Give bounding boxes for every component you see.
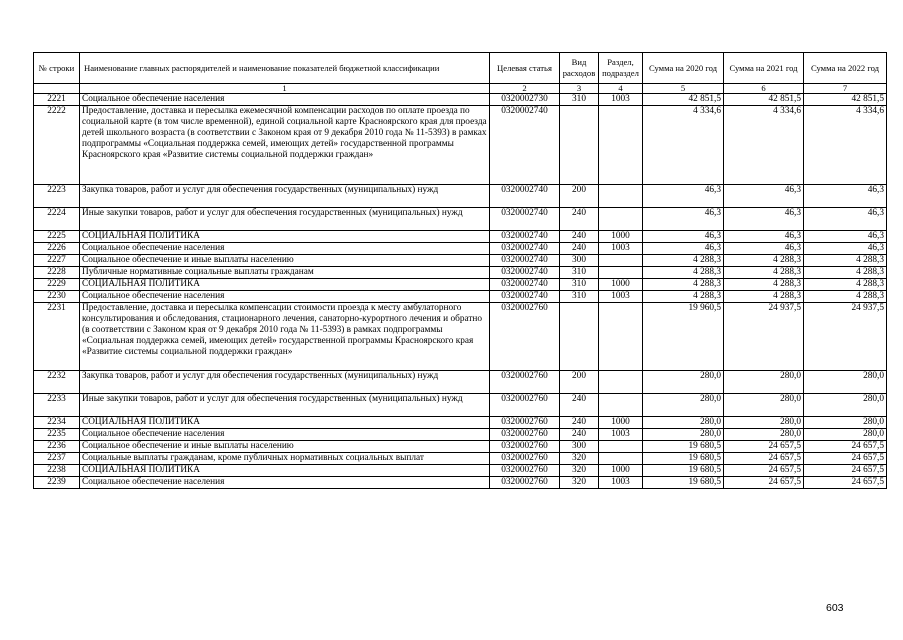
row-number: 2233 bbox=[34, 394, 80, 417]
row-sum-2022: 46,3 bbox=[804, 231, 887, 243]
header-razd: Раздел, подраздел bbox=[599, 53, 643, 84]
row-sum-2022: 46,3 bbox=[804, 185, 887, 208]
row-target-code: 0320002740 bbox=[490, 106, 560, 185]
row-sum-2020: 280,0 bbox=[643, 371, 724, 394]
row-sum-2020: 46,3 bbox=[643, 243, 724, 255]
row-target-code: 0320002760 bbox=[490, 417, 560, 429]
row-sum-2021: 280,0 bbox=[724, 394, 804, 417]
row-expense-type: 310 bbox=[560, 279, 599, 291]
row-target-code: 0320002760 bbox=[490, 303, 560, 371]
row-section: 1003 bbox=[599, 477, 643, 489]
row-sum-2022: 280,0 bbox=[804, 371, 887, 394]
row-sum-2021: 46,3 bbox=[724, 185, 804, 208]
row-name: Предоставление, доставка и пересылка ежемесячной компенсации расходов по оплате проезда по социальной карте (в том числе временной), единой социальной карте Красноярского края для проезда детей школьного возраста (в соответствии с Законом края от 9 декабря 2010 года № 11-5393) в рамках подпрограммы «Социальная поддержка семей, имеющих детей» государственной программы Красноярского края «Развитие системы социальной поддержки граждан» bbox=[80, 106, 490, 185]
column-number: 1 bbox=[80, 84, 490, 94]
row-sum-2022: 46,3 bbox=[804, 243, 887, 255]
table-row bbox=[34, 465, 887, 477]
row-target-code: 0320002740 bbox=[490, 208, 560, 231]
row-sum-2020: 19 960,5 bbox=[643, 303, 724, 371]
row-sum-2022: 24 937,5 bbox=[804, 303, 887, 371]
column-number: 3 bbox=[560, 84, 599, 94]
table-row bbox=[34, 371, 887, 394]
table-row bbox=[34, 441, 887, 453]
header-row bbox=[34, 53, 887, 84]
row-sum-2021: 4 288,3 bbox=[724, 267, 804, 279]
row-expense-type bbox=[560, 303, 599, 371]
row-sum-2022: 24 657,5 bbox=[804, 465, 887, 477]
row-sum-2021: 24 657,5 bbox=[724, 465, 804, 477]
row-expense-type: 300 bbox=[560, 255, 599, 267]
table-row bbox=[34, 106, 887, 185]
column-number bbox=[34, 84, 80, 94]
row-expense-type: 300 bbox=[560, 441, 599, 453]
header-num: № строки bbox=[34, 53, 80, 84]
table-row bbox=[34, 453, 887, 465]
row-sum-2021: 4 288,3 bbox=[724, 279, 804, 291]
row-section bbox=[599, 453, 643, 465]
row-target-code: 0320002740 bbox=[490, 267, 560, 279]
row-name: СОЦИАЛЬНАЯ ПОЛИТИКА bbox=[80, 279, 490, 291]
row-expense-type: 240 bbox=[560, 208, 599, 231]
row-expense-type: 240 bbox=[560, 429, 599, 441]
row-number: 2238 bbox=[34, 465, 80, 477]
row-name: Социальное обеспечение населения bbox=[80, 477, 490, 489]
row-expense-type: 320 bbox=[560, 477, 599, 489]
row-section: 1003 bbox=[599, 243, 643, 255]
row-sum-2022: 4 288,3 bbox=[804, 255, 887, 267]
column-number-row bbox=[34, 84, 887, 94]
row-name: Социальное обеспечение населения bbox=[80, 291, 490, 303]
table-row bbox=[34, 429, 887, 441]
row-name: Социальные выплаты гражданам, кроме публичных нормативных социальных выплат bbox=[80, 453, 490, 465]
row-sum-2020: 280,0 bbox=[643, 429, 724, 441]
page-number: 603 bbox=[826, 602, 844, 614]
row-target-code: 0320002760 bbox=[490, 465, 560, 477]
row-sum-2022: 4 334,6 bbox=[804, 106, 887, 185]
column-number: 7 bbox=[804, 84, 887, 94]
row-sum-2021: 24 657,5 bbox=[724, 453, 804, 465]
row-sum-2021: 280,0 bbox=[724, 371, 804, 394]
row-name: Предоставление, доставка и пересылка компенсации стоимости проезда к месту амбулаторного консультирования и обследования, стационарного лечения, санаторно-курортного лечения и обратно (в соответствии с Законом края от 9 декабря 2010 года № 11-5393) в рамках подпрограммы «Социальная поддержка семей, имеющих детей» государственной программы Красноярского края «Развитие системы социальной поддержки граждан» bbox=[80, 303, 490, 371]
row-target-code: 0320002740 bbox=[490, 291, 560, 303]
table-row bbox=[34, 477, 887, 489]
row-target-code: 0320002760 bbox=[490, 441, 560, 453]
row-sum-2021: 24 657,5 bbox=[724, 477, 804, 489]
row-target-code: 0320002760 bbox=[490, 394, 560, 417]
row-name: Иные закупки товаров, работ и услуг для обеспечения государственных (муниципальных) нужд bbox=[80, 208, 490, 231]
row-target-code: 0320002760 bbox=[490, 371, 560, 394]
column-number: 4 bbox=[599, 84, 643, 94]
row-number: 2236 bbox=[34, 441, 80, 453]
row-number: 2235 bbox=[34, 429, 80, 441]
row-sum-2022: 42 851,5 bbox=[804, 94, 887, 106]
row-expense-type: 240 bbox=[560, 394, 599, 417]
row-section: 1000 bbox=[599, 465, 643, 477]
row-section: 1003 bbox=[599, 291, 643, 303]
row-number: 2239 bbox=[34, 477, 80, 489]
row-name: Социальное обеспечение и иные выплаты населению bbox=[80, 255, 490, 267]
row-section bbox=[599, 394, 643, 417]
row-target-code: 0320002760 bbox=[490, 429, 560, 441]
row-sum-2020: 4 288,3 bbox=[643, 267, 724, 279]
table-row bbox=[34, 394, 887, 417]
row-name: Закупка товаров, работ и услуг для обеспечения государственных (муниципальных) нужд bbox=[80, 371, 490, 394]
row-name: СОЦИАЛЬНАЯ ПОЛИТИКА bbox=[80, 231, 490, 243]
table-row bbox=[34, 267, 887, 279]
header-code: Целевая статья bbox=[490, 53, 560, 84]
row-sum-2020: 19 680,5 bbox=[643, 477, 724, 489]
row-number: 2226 bbox=[34, 243, 80, 255]
row-sum-2022: 4 288,3 bbox=[804, 291, 887, 303]
row-number: 2224 bbox=[34, 208, 80, 231]
row-sum-2022: 4 288,3 bbox=[804, 279, 887, 291]
row-sum-2020: 19 680,5 bbox=[643, 441, 724, 453]
row-sum-2022: 46,3 bbox=[804, 208, 887, 231]
header-sum-2022: Сумма на 2022 год bbox=[804, 53, 887, 84]
row-expense-type: 320 bbox=[560, 465, 599, 477]
row-section bbox=[599, 106, 643, 185]
row-sum-2021: 46,3 bbox=[724, 243, 804, 255]
row-sum-2020: 280,0 bbox=[643, 394, 724, 417]
row-sum-2020: 19 680,5 bbox=[643, 465, 724, 477]
row-sum-2020: 19 680,5 bbox=[643, 453, 724, 465]
row-sum-2021: 4 288,3 bbox=[724, 255, 804, 267]
row-sum-2022: 24 657,5 bbox=[804, 477, 887, 489]
header-vid: Вид расходов bbox=[560, 53, 599, 84]
row-expense-type: 200 bbox=[560, 371, 599, 394]
row-target-code: 0320002760 bbox=[490, 477, 560, 489]
row-sum-2020: 280,0 bbox=[643, 417, 724, 429]
table-row bbox=[34, 94, 887, 106]
table-body bbox=[34, 94, 887, 489]
row-section: 1000 bbox=[599, 231, 643, 243]
header-sum-2021: Сумма на 2021 год bbox=[724, 53, 804, 84]
table-row bbox=[34, 185, 887, 208]
row-sum-2022: 24 657,5 bbox=[804, 441, 887, 453]
row-sum-2020: 4 334,6 bbox=[643, 106, 724, 185]
header-name: Наименование главных распорядителей и наименование показателей бюджетной классификации bbox=[80, 53, 490, 84]
row-section bbox=[599, 255, 643, 267]
table-row bbox=[34, 291, 887, 303]
row-number: 2223 bbox=[34, 185, 80, 208]
row-number: 2229 bbox=[34, 279, 80, 291]
row-section bbox=[599, 185, 643, 208]
row-target-code: 0320002730 bbox=[490, 94, 560, 106]
table-row bbox=[34, 279, 887, 291]
row-number: 2225 bbox=[34, 231, 80, 243]
row-sum-2020: 4 288,3 bbox=[643, 291, 724, 303]
row-sum-2022: 24 657,5 bbox=[804, 453, 887, 465]
row-sum-2022: 280,0 bbox=[804, 394, 887, 417]
row-target-code: 0320002740 bbox=[490, 231, 560, 243]
row-target-code: 0320002760 bbox=[490, 453, 560, 465]
row-expense-type: 240 bbox=[560, 243, 599, 255]
table-row bbox=[34, 303, 887, 371]
row-number: 2237 bbox=[34, 453, 80, 465]
table-row bbox=[34, 255, 887, 267]
row-section: 1000 bbox=[599, 279, 643, 291]
row-number: 2221 bbox=[34, 94, 80, 106]
row-section bbox=[599, 208, 643, 231]
row-number: 2230 bbox=[34, 291, 80, 303]
row-sum-2020: 46,3 bbox=[643, 231, 724, 243]
row-sum-2020: 4 288,3 bbox=[643, 255, 724, 267]
row-sum-2021: 46,3 bbox=[724, 208, 804, 231]
row-sum-2020: 46,3 bbox=[643, 185, 724, 208]
row-sum-2022: 280,0 bbox=[804, 417, 887, 429]
row-number: 2231 bbox=[34, 303, 80, 371]
row-section: 1003 bbox=[599, 429, 643, 441]
row-name: Социальное обеспечение населения bbox=[80, 429, 490, 441]
row-name: Социальное обеспечение населения bbox=[80, 243, 490, 255]
row-target-code: 0320002740 bbox=[490, 185, 560, 208]
row-target-code: 0320002740 bbox=[490, 279, 560, 291]
row-sum-2020: 4 288,3 bbox=[643, 279, 724, 291]
row-expense-type: 310 bbox=[560, 291, 599, 303]
row-section: 1003 bbox=[599, 94, 643, 106]
column-number: 6 bbox=[724, 84, 804, 94]
row-section: 1000 bbox=[599, 417, 643, 429]
budget-table bbox=[33, 52, 887, 489]
row-number: 2232 bbox=[34, 371, 80, 394]
row-number: 2222 bbox=[34, 106, 80, 185]
row-sum-2022: 280,0 bbox=[804, 429, 887, 441]
row-sum-2021: 24 937,5 bbox=[724, 303, 804, 371]
row-name: Публичные нормативные социальные выплаты гражданам bbox=[80, 267, 490, 279]
row-sum-2020: 42 851,5 bbox=[643, 94, 724, 106]
row-name: Закупка товаров, работ и услуг для обеспечения государственных (муниципальных) нужд bbox=[80, 185, 490, 208]
row-target-code: 0320002740 bbox=[490, 255, 560, 267]
row-sum-2022: 4 288,3 bbox=[804, 267, 887, 279]
row-section bbox=[599, 441, 643, 453]
row-expense-type bbox=[560, 106, 599, 185]
row-sum-2021: 42 851,5 bbox=[724, 94, 804, 106]
row-sum-2021: 280,0 bbox=[724, 417, 804, 429]
row-sum-2021: 24 657,5 bbox=[724, 441, 804, 453]
row-section bbox=[599, 303, 643, 371]
row-section bbox=[599, 267, 643, 279]
row-section bbox=[599, 371, 643, 394]
row-name: СОЦИАЛЬНАЯ ПОЛИТИКА bbox=[80, 417, 490, 429]
table-row bbox=[34, 231, 887, 243]
row-sum-2021: 46,3 bbox=[724, 231, 804, 243]
table-row bbox=[34, 208, 887, 231]
row-sum-2021: 4 288,3 bbox=[724, 291, 804, 303]
row-sum-2021: 280,0 bbox=[724, 429, 804, 441]
table-row bbox=[34, 417, 887, 429]
row-sum-2020: 46,3 bbox=[643, 208, 724, 231]
row-number: 2228 bbox=[34, 267, 80, 279]
row-expense-type: 320 bbox=[560, 453, 599, 465]
row-expense-type: 240 bbox=[560, 417, 599, 429]
column-number: 5 bbox=[643, 84, 724, 94]
table-row bbox=[34, 243, 887, 255]
row-name: Иные закупки товаров, работ и услуг для обеспечения государственных (муниципальных) нужд bbox=[80, 394, 490, 417]
row-number: 2234 bbox=[34, 417, 80, 429]
row-name: СОЦИАЛЬНАЯ ПОЛИТИКА bbox=[80, 465, 490, 477]
row-name: Социальное обеспечение и иные выплаты населению bbox=[80, 441, 490, 453]
row-expense-type: 200 bbox=[560, 185, 599, 208]
column-number: 2 bbox=[490, 84, 560, 94]
row-target-code: 0320002740 bbox=[490, 243, 560, 255]
row-expense-type: 240 bbox=[560, 231, 599, 243]
header-sum-2020: Сумма на 2020 год bbox=[643, 53, 724, 84]
row-name: Социальное обеспечение населения bbox=[80, 94, 490, 106]
row-sum-2021: 4 334,6 bbox=[724, 106, 804, 185]
row-expense-type: 310 bbox=[560, 94, 599, 106]
row-number: 2227 bbox=[34, 255, 80, 267]
row-expense-type: 310 bbox=[560, 267, 599, 279]
